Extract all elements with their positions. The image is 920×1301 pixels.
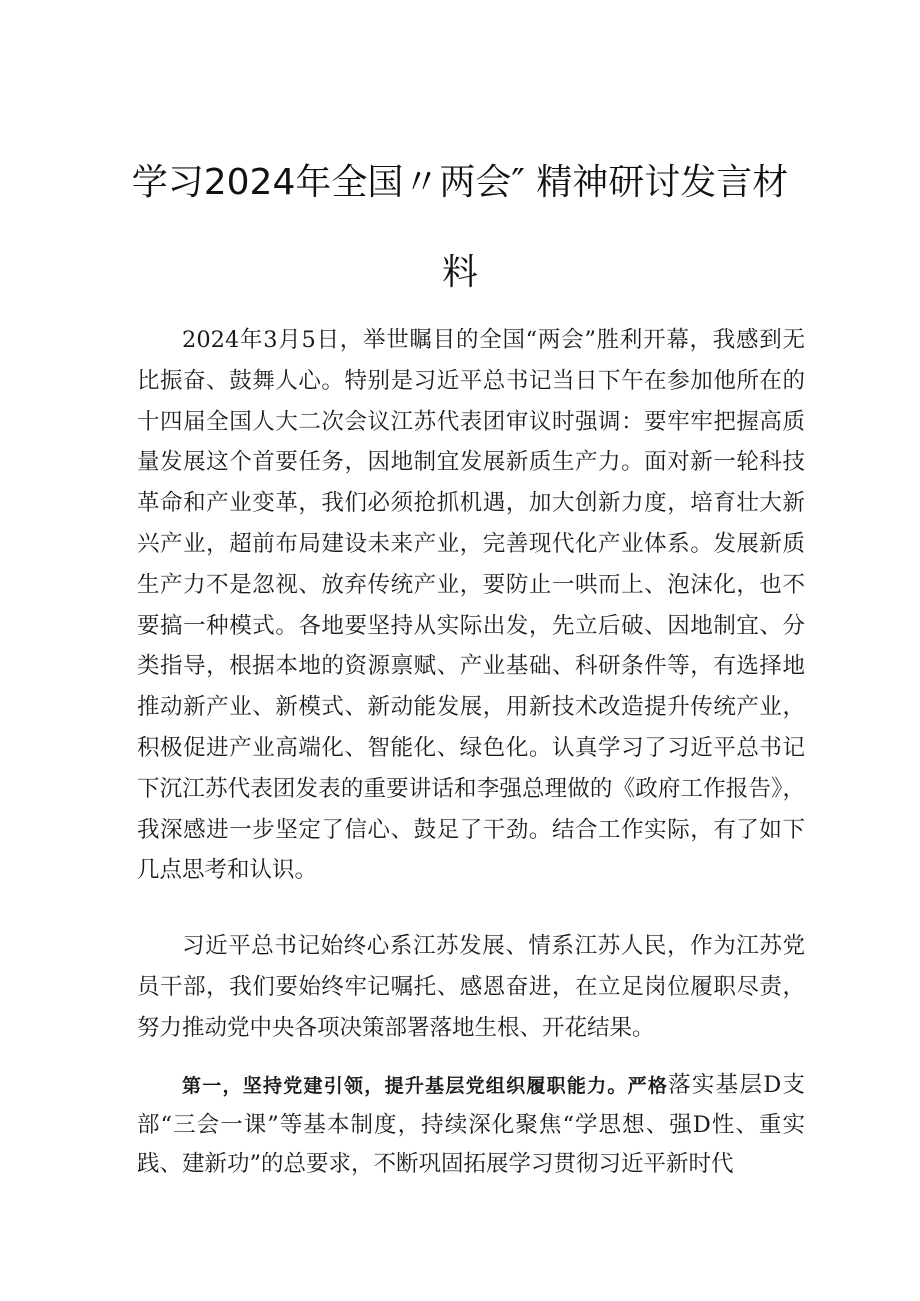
paragraph-commitment: 习近平总书记始终心系江苏发展、情系江苏人民，作为江苏党员干部，我们要始终牢记嘱托、感恩奋进，在立足岗位履职尽责，努力推动党中央各项决策部署落地生根、开花结果。 — [137, 933, 805, 1041]
paragraph-section-1 — [137, 1066, 805, 1184]
document-title: 学习2024年全国〃两会″ 精神研讨发言材料 — [131, 162, 789, 293]
section-1-lead: 第一，坚持党建引领，提升基层党组织履职能力。严格 — [182, 1075, 669, 1097]
section-1-body: 落实基层D支部“三会一课”等基本制度，持续深化聚焦“学思想、强D性、重实践、建新功”的总要求，不断巩固拓展学习贯彻习近平新时代 — [137, 1072, 805, 1177]
paragraph-intro: 2024年3月5日，举世瞩目的全国“两会”胜利开幕，我感到无比振奋、鼓舞人心。特别是习近平总书记当日下午在参加他所在的十四届全国人大二次会议江苏代表团审议时强调：要牢牢把握高质量发展这个首要任务，因地制宜发展新质生产力。面对新一轮科技革命和产业变革，我们必须抢抓机遇，加大创新力度，培育壮大新兴产业，超前布局建设未来产业，完善现代化产业体系。发展新质生产力不是忽视、放弃传统产业，要防止一哄而上、泡沫化，也不要搞一种模式。各地要坚持从实际出发，先立后破、因地制宜、分类指导，根据本地的资源禀赋、产业基础、科研条件等，有选择地推动新产业、新模式、新动能发展，用新技术改造提升传统产业，积极促进产业高端化、智能化、绿色化。认真学习了习近平总书记下沉江苏代表团发表的重要讲话和李强总理做的《政府工作报告》，我深感进一步坚定了信心、鼓足了干劲。结合工作实际，有了如下几点思考和认识。 — [137, 327, 805, 884]
